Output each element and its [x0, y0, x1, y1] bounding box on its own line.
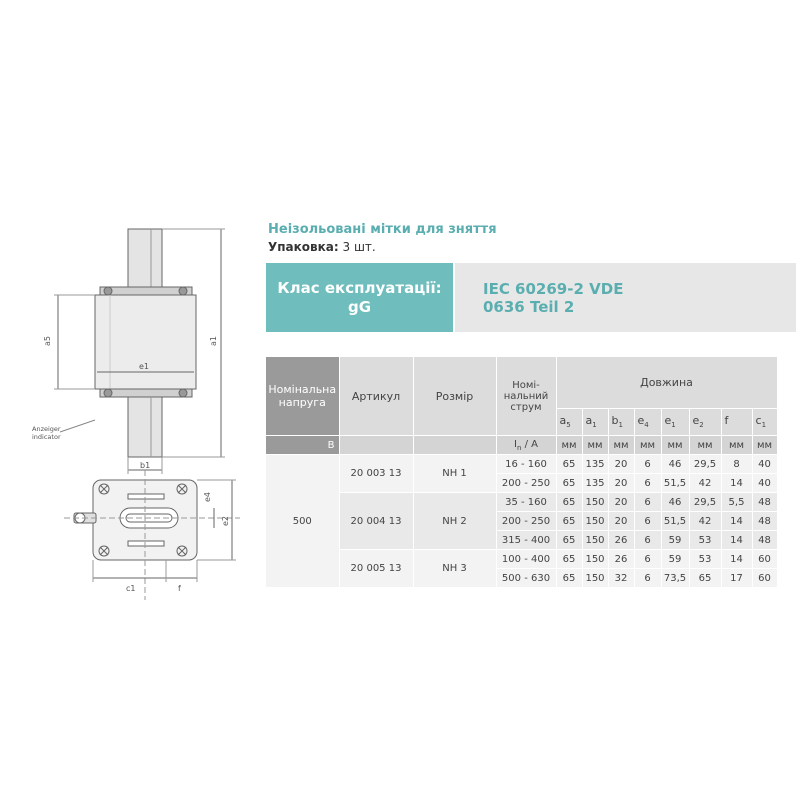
header-article: Артикул: [339, 357, 413, 436]
dim-cell: 135: [582, 455, 608, 474]
dim-cell: 6: [634, 550, 661, 569]
dim-cell: 65: [689, 569, 721, 588]
product-title: Неізольовані мітки для зняття: [268, 222, 497, 237]
unit-article: [339, 436, 413, 455]
dim-header: $a_1$: [582, 408, 608, 435]
dim-cell: 46: [661, 493, 689, 512]
dim-cell: 6: [634, 455, 661, 474]
dim-cell: 29,5: [689, 493, 721, 512]
voltage-value: 500: [266, 455, 339, 588]
dim-header: $e_4$: [634, 408, 661, 435]
dim-cell: 51,5: [661, 512, 689, 531]
dim-cell: 5,5: [721, 493, 752, 512]
dim-cell: 14: [721, 550, 752, 569]
dim-cell: 150: [582, 550, 608, 569]
dim-header: $b_1$: [608, 408, 634, 435]
article-cell: 20 003 13: [339, 455, 413, 493]
dim-cell: 65: [556, 569, 582, 588]
label-indicator-1: Anzeiger: [32, 425, 61, 433]
dim-cell: 14: [721, 474, 752, 493]
dim-cell: 59: [661, 531, 689, 550]
dim-cell: 14: [721, 512, 752, 531]
dim-cell: 48: [752, 512, 777, 531]
label-indicator-2: indicator: [32, 433, 61, 441]
label-f: f: [178, 584, 181, 593]
label-e1: e1: [139, 362, 150, 371]
current-cell: 100 - 400: [496, 550, 556, 569]
dim-cell: 65: [556, 493, 582, 512]
article-cell: 20 004 13: [339, 493, 413, 550]
dim-cell: 73,5: [661, 569, 689, 588]
packaging-info: [268, 240, 376, 254]
label-b1: b1: [140, 461, 151, 470]
dim-cell: 135: [582, 474, 608, 493]
spec-table: [266, 357, 778, 588]
dim-cell: 59: [661, 550, 689, 569]
dim-cell: 65: [556, 512, 582, 531]
table-row: [266, 455, 777, 474]
packaging-label: Упаковка:: [268, 240, 339, 254]
unit-size: [413, 436, 496, 455]
dim-header: $c_1$: [752, 408, 777, 435]
dim-cell: 150: [582, 493, 608, 512]
dim-cell: 53: [689, 550, 721, 569]
dim-cell: 20: [608, 474, 634, 493]
dim-cell: 42: [689, 474, 721, 493]
label-a5: a5: [43, 336, 52, 346]
dim-cell: 65: [556, 531, 582, 550]
dim-cell: 48: [752, 531, 777, 550]
dim-cell: 8: [721, 455, 752, 474]
table-row: [266, 493, 777, 512]
packaging-value: 3 шт.: [342, 240, 376, 254]
dim-cell: 48: [752, 493, 777, 512]
dim-header: f: [721, 408, 752, 435]
dim-cell: 65: [556, 550, 582, 569]
dim-cell: 26: [608, 531, 634, 550]
dim-cell: 60: [752, 550, 777, 569]
unit-mm: мм: [556, 436, 582, 455]
label-a1: a1: [209, 336, 218, 346]
unit-mm: мм: [634, 436, 661, 455]
label-e4: e4: [203, 491, 212, 502]
utilization-class-label: Клас експлуатації:: [277, 278, 442, 297]
unit-voltage: В: [266, 436, 339, 455]
dim-cell: 17: [721, 569, 752, 588]
dim-cell: 46: [661, 455, 689, 474]
unit-current: $I_n$ / А: [496, 436, 556, 455]
dim-cell: 60: [752, 569, 777, 588]
dim-cell: 14: [721, 531, 752, 550]
dim-cell: 6: [634, 569, 661, 588]
unit-mm: мм: [752, 436, 777, 455]
dim-cell: 29,5: [689, 455, 721, 474]
dim-cell: 20: [608, 455, 634, 474]
dim-cell: 6: [634, 474, 661, 493]
article-cell: 20 005 13: [339, 550, 413, 588]
dim-cell: 150: [582, 512, 608, 531]
standard-line-1: IEC 60269-2 VDE: [483, 279, 624, 298]
header-voltage: Номінальна напруга: [266, 357, 339, 436]
current-cell: 200 - 250: [496, 474, 556, 493]
dim-cell: 53: [689, 531, 721, 550]
dim-header: $e_1$: [661, 408, 689, 435]
label-e2: e2: [221, 515, 230, 526]
label-c1: c1: [126, 584, 136, 593]
size-cell: NH 1: [413, 455, 496, 493]
dim-cell: 6: [634, 493, 661, 512]
header-length: Довжина: [556, 357, 777, 408]
dim-cell: 32: [608, 569, 634, 588]
dim-cell: 51,5: [661, 474, 689, 493]
current-cell: 500 - 630: [496, 569, 556, 588]
dim-cell: 150: [582, 531, 608, 550]
dim-cell: 6: [634, 512, 661, 531]
dim-header: $e_2$: [689, 408, 721, 435]
unit-mm: мм: [661, 436, 689, 455]
standard-box: [455, 263, 796, 332]
dim-cell: 40: [752, 474, 777, 493]
unit-mm: мм: [689, 436, 721, 455]
unit-mm: мм: [608, 436, 634, 455]
utilization-class-value: gG: [347, 297, 372, 316]
header-current: Номі- нальний струм: [496, 357, 556, 436]
dim-cell: 42: [689, 512, 721, 531]
dim-cell: 65: [556, 455, 582, 474]
size-cell: NH 3: [413, 550, 496, 588]
dim-cell: 150: [582, 569, 608, 588]
dim-cell: 6: [634, 531, 661, 550]
size-cell: NH 2: [413, 493, 496, 550]
dim-cell: 20: [608, 512, 634, 531]
dim-cell: 20: [608, 493, 634, 512]
unit-mm: мм: [721, 436, 752, 455]
current-cell: 35 - 160: [496, 493, 556, 512]
dim-cell: 40: [752, 455, 777, 474]
utilization-class-box: [266, 263, 453, 332]
dim-cell: 65: [556, 474, 582, 493]
dim-cell: 26: [608, 550, 634, 569]
header-size: Розмір: [413, 357, 496, 436]
current-cell: 315 - 400: [496, 531, 556, 550]
current-cell: 200 - 250: [496, 512, 556, 531]
dim-header: $a_5$: [556, 408, 582, 435]
current-cell: 16 - 160: [496, 455, 556, 474]
unit-mm: мм: [582, 436, 608, 455]
table-row: [266, 550, 777, 569]
standard-line-2: 0636 Teil 2: [483, 297, 575, 316]
